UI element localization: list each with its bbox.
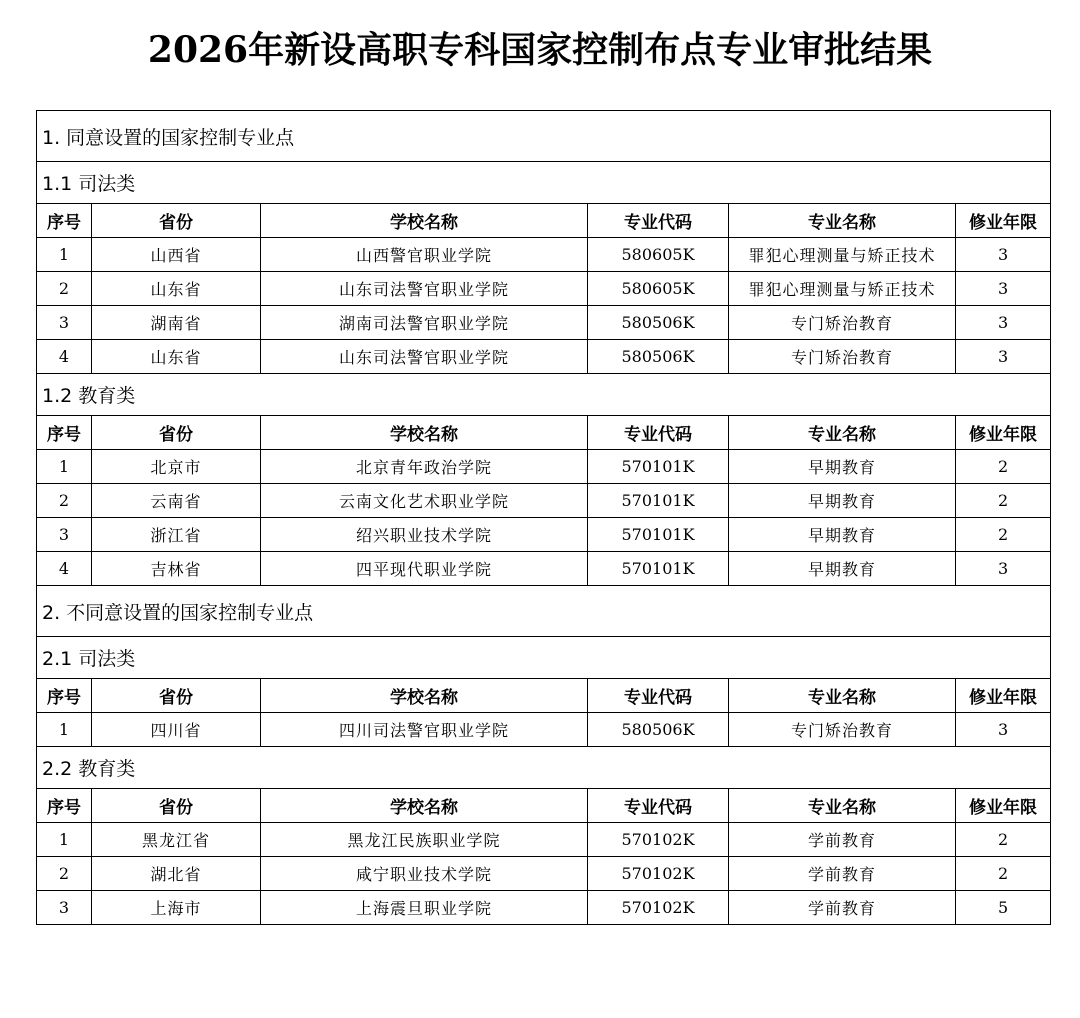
section-row <box>37 111 1051 162</box>
cell-school: 咸宁职业技术学院 <box>261 857 588 891</box>
table-row <box>37 823 1051 857</box>
cell-no: 3 <box>37 891 92 925</box>
cell-years: 3 <box>956 306 1051 340</box>
table-row <box>37 340 1051 374</box>
cell-school: 山东司法警官职业学院 <box>261 340 588 374</box>
column-header: 省份 <box>92 679 261 713</box>
cell-no: 3 <box>37 306 92 340</box>
cell-school: 上海震旦职业学院 <box>261 891 588 925</box>
cell-code: 580506K <box>588 340 729 374</box>
column-header: 省份 <box>92 204 261 238</box>
cell-code: 570102K <box>588 823 729 857</box>
cell-code: 570102K <box>588 857 729 891</box>
cell-major: 罪犯心理测量与矫正技术 <box>729 238 956 272</box>
table-row <box>37 306 1051 340</box>
category-title: 2.1 司法类 <box>37 637 1051 679</box>
cell-code: 570101K <box>588 450 729 484</box>
cell-no: 1 <box>37 823 92 857</box>
cell-school: 北京青年政治学院 <box>261 450 588 484</box>
cell-no: 2 <box>37 857 92 891</box>
column-header: 专业名称 <box>729 789 956 823</box>
cell-major: 专门矫治教育 <box>729 306 956 340</box>
cell-no: 1 <box>37 450 92 484</box>
column-header: 专业名称 <box>729 416 956 450</box>
cell-school: 绍兴职业技术学院 <box>261 518 588 552</box>
column-header: 修业年限 <box>956 204 1051 238</box>
cell-province: 湖北省 <box>92 857 261 891</box>
cell-school: 四川司法警官职业学院 <box>261 713 588 747</box>
section-title: 2. 不同意设置的国家控制专业点 <box>37 586 1051 637</box>
cell-years: 2 <box>956 823 1051 857</box>
cell-school: 山东司法警官职业学院 <box>261 272 588 306</box>
cell-province: 四川省 <box>92 713 261 747</box>
results-table-body <box>37 111 1051 925</box>
cell-major: 早期教育 <box>729 450 956 484</box>
cell-province: 浙江省 <box>92 518 261 552</box>
table-row <box>37 272 1051 306</box>
cell-major: 早期教育 <box>729 518 956 552</box>
cell-code: 580605K <box>588 272 729 306</box>
cell-major: 专门矫治教育 <box>729 340 956 374</box>
category-title: 1.2 教育类 <box>37 374 1051 416</box>
column-header: 修业年限 <box>956 679 1051 713</box>
column-header: 修业年限 <box>956 789 1051 823</box>
cell-major: 早期教育 <box>729 552 956 586</box>
cell-no: 3 <box>37 518 92 552</box>
cell-major: 早期教育 <box>729 484 956 518</box>
table-header-row <box>37 679 1051 713</box>
section-row <box>37 586 1051 637</box>
category-row <box>37 162 1051 204</box>
cell-code: 580506K <box>588 713 729 747</box>
cell-no: 4 <box>37 552 92 586</box>
cell-province: 云南省 <box>92 484 261 518</box>
table-row <box>37 857 1051 891</box>
section-title: 1. 同意设置的国家控制专业点 <box>37 111 1051 162</box>
cell-no: 2 <box>37 272 92 306</box>
cell-province: 北京市 <box>92 450 261 484</box>
column-header: 省份 <box>92 789 261 823</box>
table-row <box>37 450 1051 484</box>
table-row <box>37 518 1051 552</box>
column-header: 序号 <box>37 204 92 238</box>
cell-school: 云南文化艺术职业学院 <box>261 484 588 518</box>
cell-school: 四平现代职业学院 <box>261 552 588 586</box>
page-title: 2026年新设高职专科国家控制布点专业审批结果 <box>147 29 933 71</box>
cell-major: 罪犯心理测量与矫正技术 <box>729 272 956 306</box>
column-header: 学校名称 <box>261 789 588 823</box>
category-title: 2.2 教育类 <box>37 747 1051 789</box>
column-header: 专业代码 <box>588 416 729 450</box>
cell-major: 学前教育 <box>729 823 956 857</box>
table-row <box>37 484 1051 518</box>
cell-years: 3 <box>956 713 1051 747</box>
cell-years: 2 <box>956 518 1051 552</box>
cell-years: 2 <box>956 484 1051 518</box>
category-row <box>37 747 1051 789</box>
cell-code: 570101K <box>588 552 729 586</box>
column-header: 省份 <box>92 416 261 450</box>
cell-province: 湖南省 <box>92 306 261 340</box>
cell-years: 2 <box>956 450 1051 484</box>
cell-no: 1 <box>37 713 92 747</box>
column-header: 序号 <box>37 679 92 713</box>
cell-years: 2 <box>956 857 1051 891</box>
cell-years: 3 <box>956 340 1051 374</box>
cell-code: 570101K <box>588 484 729 518</box>
cell-major: 学前教育 <box>729 857 956 891</box>
table-row <box>37 891 1051 925</box>
cell-no: 1 <box>37 238 92 272</box>
column-header: 修业年限 <box>956 416 1051 450</box>
column-header: 专业代码 <box>588 204 729 238</box>
cell-years: 3 <box>956 238 1051 272</box>
cell-code: 570102K <box>588 891 729 925</box>
column-header: 序号 <box>37 789 92 823</box>
results-table <box>36 110 1051 925</box>
cell-no: 2 <box>37 484 92 518</box>
cell-province: 吉林省 <box>92 552 261 586</box>
table-row <box>37 238 1051 272</box>
cell-province: 上海市 <box>92 891 261 925</box>
cell-code: 570101K <box>588 518 729 552</box>
cell-province: 黑龙江省 <box>92 823 261 857</box>
table-header-row <box>37 204 1051 238</box>
table-header-row <box>37 416 1051 450</box>
table-row <box>37 713 1051 747</box>
column-header: 学校名称 <box>261 679 588 713</box>
cell-code: 580605K <box>588 238 729 272</box>
column-header: 专业名称 <box>729 204 956 238</box>
cell-province: 山东省 <box>92 340 261 374</box>
cell-school: 湖南司法警官职业学院 <box>261 306 588 340</box>
category-title: 1.1 司法类 <box>37 162 1051 204</box>
cell-school: 山西警官职业学院 <box>261 238 588 272</box>
cell-no: 4 <box>37 340 92 374</box>
category-row <box>37 374 1051 416</box>
column-header: 序号 <box>37 416 92 450</box>
column-header: 专业名称 <box>729 679 956 713</box>
column-header: 专业代码 <box>588 789 729 823</box>
column-header: 学校名称 <box>261 416 588 450</box>
cell-years: 3 <box>956 552 1051 586</box>
cell-province: 山西省 <box>92 238 261 272</box>
table-row <box>37 552 1051 586</box>
cell-major: 学前教育 <box>729 891 956 925</box>
column-header: 学校名称 <box>261 204 588 238</box>
cell-province: 山东省 <box>92 272 261 306</box>
cell-major: 专门矫治教育 <box>729 713 956 747</box>
cell-years: 3 <box>956 272 1051 306</box>
column-header: 专业代码 <box>588 679 729 713</box>
cell-code: 580506K <box>588 306 729 340</box>
cell-years: 5 <box>956 891 1051 925</box>
cell-school: 黑龙江民族职业学院 <box>261 823 588 857</box>
table-header-row <box>37 789 1051 823</box>
category-row <box>37 637 1051 679</box>
